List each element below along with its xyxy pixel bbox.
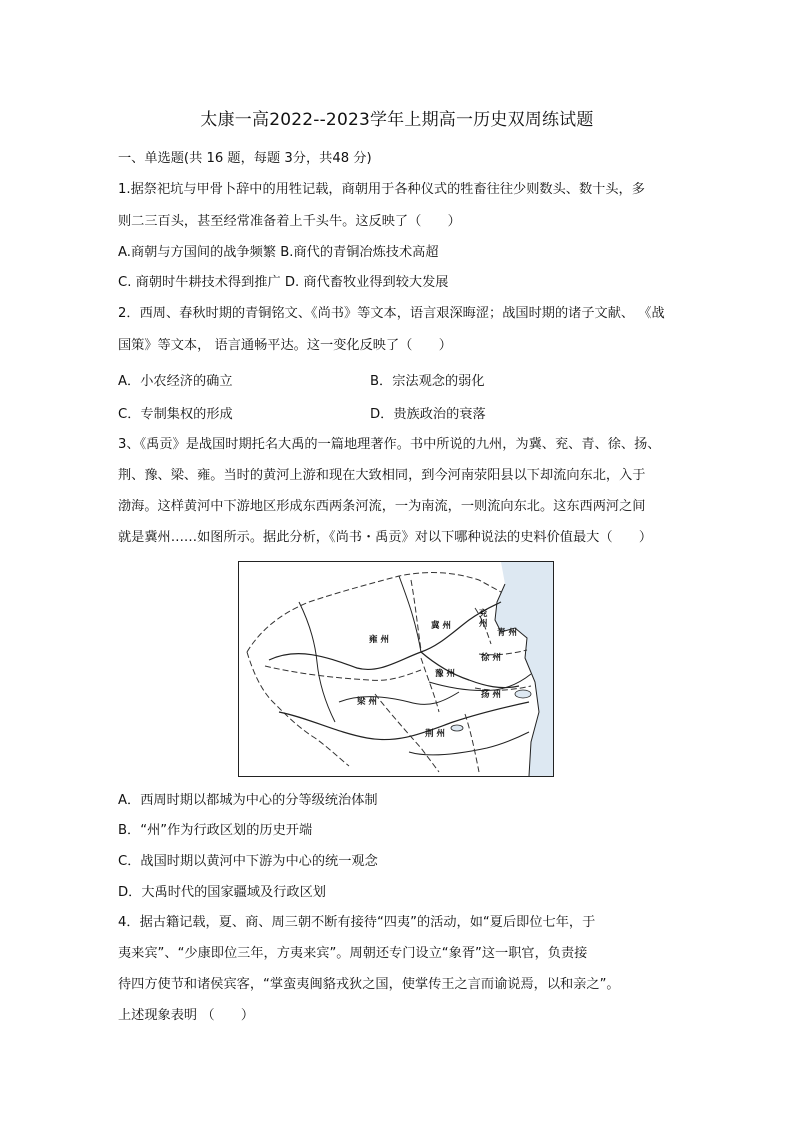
section-header: 一、单选题(共 16 题，每题 3分，共48 分): [118, 151, 372, 166]
nine-provinces-map: [238, 561, 554, 777]
map-west-boundary: [247, 652, 349, 766]
q2-stem-line1: 2．西周、春秋时期的青铜铭文、《尚书》等文本，语言艰深晦涩；战国时期的诸子文献、 《战: [118, 306, 665, 321]
page-title: 太康一高2022--2023学年上期高一历史双周练试题: [200, 110, 594, 130]
q3-option-b: B．“州”作为行政区划的历史开端: [118, 823, 313, 838]
map-label-yong: 雍 州: [369, 635, 389, 645]
map-river-west: [299, 602, 335, 722]
map-boundary-yong-liang: [265, 666, 421, 680]
q2-stem-line2: 国策》等文本， 语言通畅平达。这一变化反映了（ ）: [118, 338, 452, 353]
map-label-yan-bottom: 州: [479, 619, 488, 629]
map-lake-dongting: [451, 725, 463, 731]
map-sea: [495, 562, 553, 776]
q4-stem-line2: 夷来宾”、“少康即位三年，方夷来宾”。周朝还专门设立“象胥”这一职官，负责接: [118, 946, 588, 961]
q2-option-c: C．专制集权的形成: [118, 407, 233, 422]
map-label-jing: 荆 州: [425, 729, 445, 739]
q1-options-cd: C. 商朝时牛耕技术得到推广 D. 商代畜牧业得到较大发展: [118, 275, 449, 290]
q4-stem-line1: 4．据古籍记载，夏、商、周三朝不断有接待“四夷”的活动，如“夏后即位七年，于: [118, 915, 596, 930]
q3-stem-line1: 3、《禹贡》是战国时期托名大禹的一篇地理著作。书中所说的九州，为冀、兖、青、徐、扬、: [118, 437, 661, 452]
map-drawing: [239, 562, 553, 776]
map-label-qing: 青 州: [497, 628, 517, 638]
q2-option-b: B．宗法观念的弱化: [370, 374, 485, 389]
map-label-yan-top: 兖: [479, 609, 488, 619]
q1-stem-line1: 1.据祭祀坑与甲骨卜辞中的用牲记载，商朝用于各种仪式的牲畜往往少则数头、数十头，多: [118, 182, 645, 197]
map-boundary-jing-yang: [465, 714, 479, 772]
q3-stem-line3: 渤海。这样黄河中下游地区形成东西两条河流，一为南流，一则流向东北。这东西两河之间: [118, 499, 646, 514]
map-river-yangtze: [279, 702, 529, 740]
q4-stem-line3: 待四方使节和诸侯宾客，“掌蛮夷闽貉戎狄之国，使掌传王之言而谕说焉，以和亲之”。: [118, 977, 620, 992]
map-label-xu: 徐 州: [481, 653, 501, 663]
q3-option-c: C．战国时期以黄河中下游为中心的统一观念: [118, 854, 378, 869]
map-label-ji: 冀 州: [431, 621, 451, 631]
q3-option-d: D．大禹时代的国家疆域及行政区划: [118, 885, 326, 900]
map-label-yu: 豫 州: [435, 669, 455, 679]
q4-stem-line4: 上述现象表明 （ ）: [118, 1008, 255, 1023]
q2-option-d: D．贵族政治的衰落: [370, 407, 486, 422]
map-label-yang: 扬 州: [481, 690, 501, 700]
q3-option-a: A．西周时期以都城为中心的分等级统治体制: [118, 793, 378, 808]
q3-stem-line4: 就是冀州……如图所示。据此分析，《尚书・禹贡》对以下哪种说法的史料价值最大（ ）: [118, 530, 653, 545]
q3-stem-line2: 荆、豫、梁、雍。当时的黄河上游和现在大致相同，到今河南荥阳县以下却流向东北，入于: [118, 468, 646, 483]
q1-options-ab: A.商朝与方国间的战争频繁 B.商代的青铜冶炼技术高超: [118, 245, 439, 260]
q2-option-a: A．小农经济的确立: [118, 374, 233, 389]
q1-stem-line2: 则二三百头，甚至经常准备着上千头牛。这反映了（ ）: [118, 214, 461, 229]
map-lake-poyang: [515, 690, 531, 698]
map-river-north: [399, 576, 421, 652]
map-label-liang: 梁 州: [357, 697, 377, 707]
